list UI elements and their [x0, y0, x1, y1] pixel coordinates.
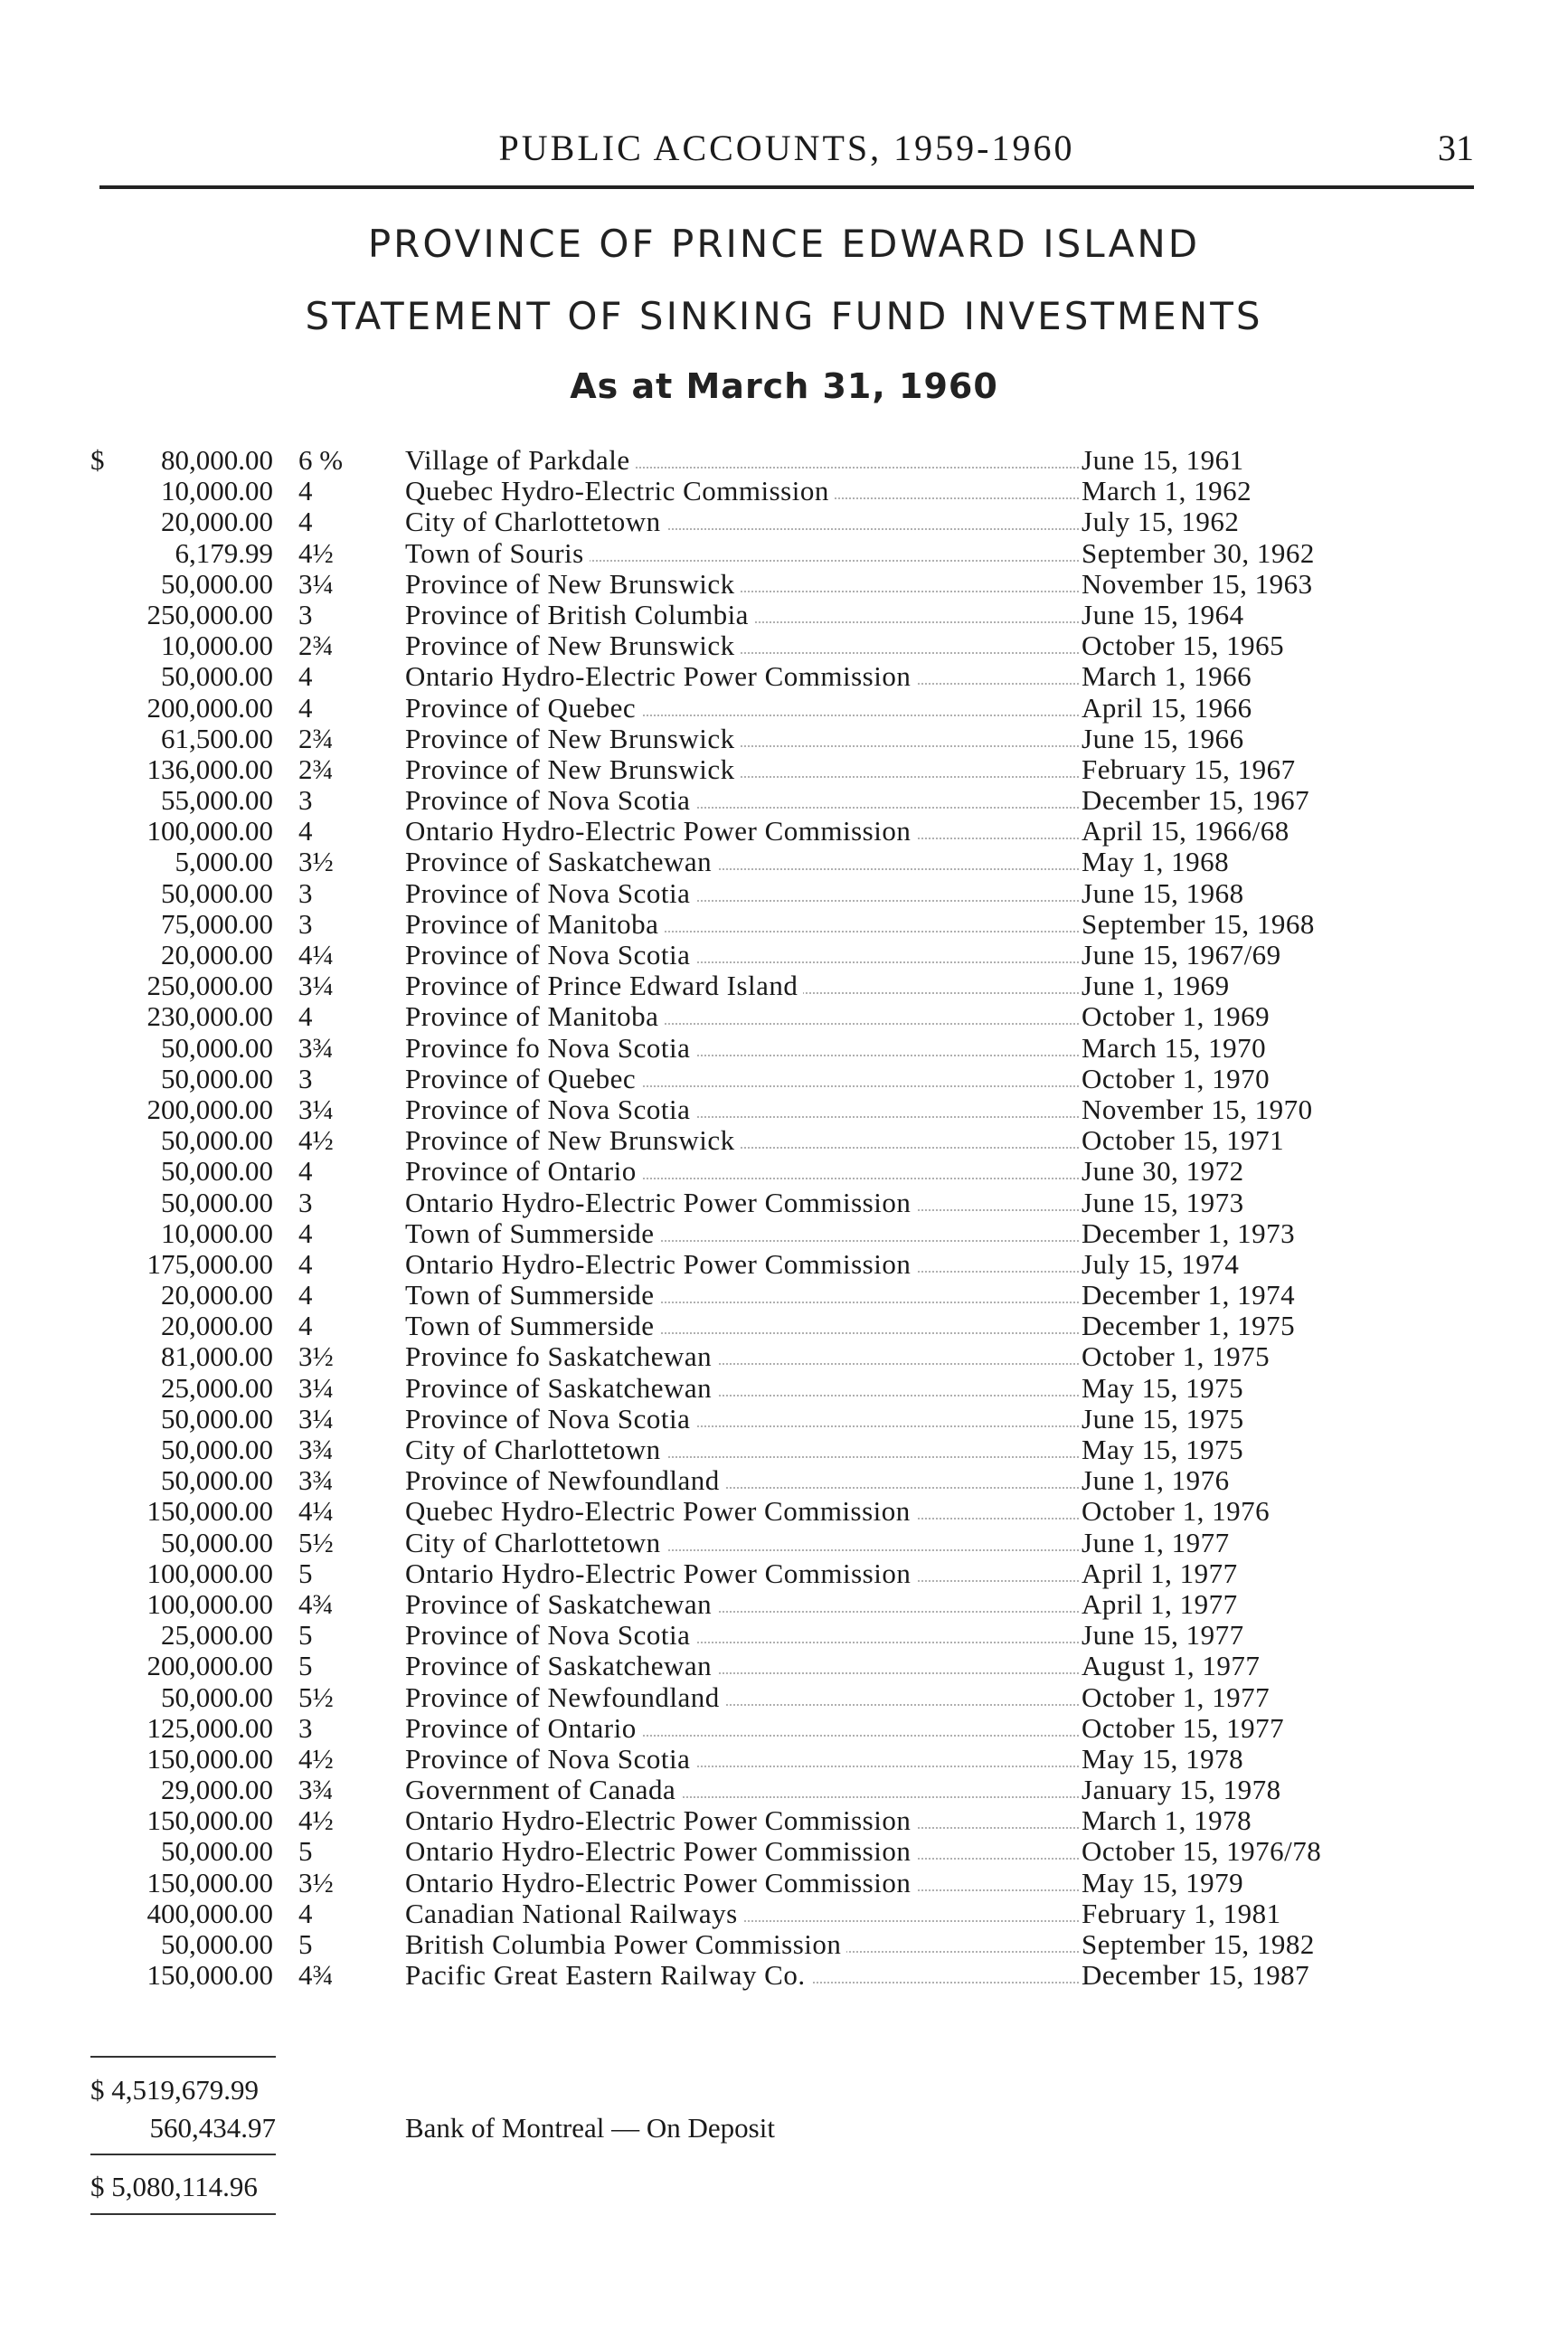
maturity-date: September 30, 1962 [1082, 536, 1315, 569]
maturity-date: June 1, 1969 [1082, 970, 1230, 1002]
interest-rate: 3 [298, 598, 313, 630]
issuer-name: Province of Nova Scotia [405, 1094, 695, 1125]
investment-row [0, 1280, 1568, 1311]
interest-rate: 4 [298, 506, 313, 538]
maturity-date: December 1, 1975 [1082, 1310, 1296, 1342]
interest-rate: 3½ [298, 1340, 334, 1373]
interest-rate: 4 [298, 660, 313, 693]
investment-amount: 250,000.00 [146, 970, 273, 1002]
interest-rate: 3¾ [298, 1774, 334, 1806]
maturity-date: March 15, 1970 [1082, 1031, 1267, 1064]
investment-amount: 80,000.00 [161, 444, 273, 476]
issuer-name: Province of Nova Scotia [405, 878, 695, 909]
issuer-name: Province of Nova Scotia [405, 1744, 695, 1775]
issuer-name: Province of Ontario [405, 1156, 642, 1187]
investment-row [0, 1188, 1568, 1218]
maturity-date: December 15, 1967 [1082, 784, 1310, 817]
investment-amount: 50,000.00 [161, 876, 273, 909]
maturity-date: August 1, 1977 [1082, 1650, 1261, 1682]
interest-rate: 3¾ [298, 1464, 334, 1497]
maturity-date: June 15, 1966 [1082, 722, 1244, 754]
investment-amount: 25,000.00 [161, 1619, 273, 1652]
interest-rate: 4½ [298, 1804, 334, 1837]
interest-rate: 4 [298, 815, 313, 847]
maturity-date: February 1, 1981 [1082, 1897, 1281, 1929]
investment-amount: 150,000.00 [146, 1804, 273, 1837]
interest-rate: 3 [298, 1186, 313, 1218]
maturity-date: December 1, 1974 [1082, 1279, 1296, 1311]
investment-row [0, 1094, 1568, 1125]
maturity-date: October 1, 1976 [1082, 1495, 1270, 1528]
issuer-name: Province fo Nova Scotia [405, 1033, 695, 1064]
interest-rate: 4 [298, 1155, 313, 1188]
investment-amount: 125,000.00 [146, 1711, 273, 1744]
investment-amount: 100,000.00 [146, 1587, 273, 1620]
interest-rate: 3 [298, 907, 313, 940]
interest-rate: 5 [298, 1650, 313, 1682]
investment-row [0, 1249, 1568, 1280]
totals-section [0, 2049, 1568, 2230]
investment-amount: 50,000.00 [161, 1835, 273, 1868]
maturity-date: October 1, 1975 [1082, 1340, 1270, 1373]
issuer-name: Ontario Hydro-Electric Power Commission [405, 1868, 916, 1898]
investment-amount: 50,000.00 [161, 1186, 273, 1218]
maturity-date: June 15, 1973 [1082, 1186, 1244, 1218]
investment-row [0, 1558, 1568, 1589]
maturity-date: June 1, 1976 [1082, 1464, 1230, 1497]
investment-amount: 55,000.00 [161, 784, 273, 817]
investment-row [0, 1311, 1568, 1341]
issuer-name: Province of Prince Edward Island [405, 970, 803, 1001]
interest-rate: 5 [298, 1557, 313, 1589]
issuer-name: Province of Manitoba [405, 1001, 664, 1032]
maturity-date: June 30, 1972 [1082, 1155, 1244, 1188]
investment-row [0, 1960, 1568, 1991]
investment-row [0, 1898, 1568, 1929]
investment-amount: 10,000.00 [161, 475, 273, 507]
issuer-name: Province of Newfoundland [405, 1465, 725, 1496]
maturity-date: June 15, 1977 [1082, 1619, 1244, 1652]
interest-rate: 4½ [298, 536, 334, 569]
investment-amount: 20,000.00 [161, 1279, 273, 1311]
issuer-name: Province of Saskatchewan [405, 847, 717, 877]
investment-amount: 250,000.00 [146, 598, 273, 630]
interest-rate: 4 [298, 1310, 313, 1342]
investment-amount: 10,000.00 [161, 630, 273, 662]
investment-row [0, 754, 1568, 785]
interest-rate: 4 [298, 1247, 313, 1280]
issuer-name: Ontario Hydro-Electric Power Commission [405, 661, 916, 692]
investment-row [0, 1465, 1568, 1496]
investment-amount: 20,000.00 [161, 506, 273, 538]
interest-rate: 5 [298, 1835, 313, 1868]
investment-row [0, 1373, 1568, 1404]
investment-row [0, 1836, 1568, 1867]
interest-rate: 3¾ [298, 1031, 334, 1064]
investment-amount: 50,000.00 [161, 567, 273, 600]
investment-amount: 50,000.00 [161, 1031, 273, 1064]
investment-row [0, 1496, 1568, 1527]
issuer-name: Province of Ontario [405, 1713, 642, 1744]
running-head [99, 127, 1474, 181]
interest-rate: 3 [298, 1711, 313, 1744]
interest-rate: 4½ [298, 1742, 334, 1775]
maturity-date: April 1, 1977 [1082, 1587, 1238, 1620]
investment-row [0, 970, 1568, 1001]
header-rule [99, 185, 1474, 189]
maturity-date: June 15, 1968 [1082, 876, 1244, 909]
investment-amount: 50,000.00 [161, 1526, 273, 1558]
issuer-name: Town of Summerside [405, 1280, 659, 1311]
interest-rate: 3¼ [298, 1402, 334, 1434]
maturity-date: June 15, 1961 [1082, 444, 1244, 476]
maturity-date: April 1, 1977 [1082, 1557, 1238, 1589]
investment-amount: 20,000.00 [161, 939, 273, 970]
maturity-date: September 15, 1982 [1082, 1928, 1315, 1960]
investment-amount: 150,000.00 [146, 1742, 273, 1775]
interest-rate: 3 [298, 784, 313, 817]
issuer-name: Province of British Columbia [405, 600, 754, 630]
investment-amount: 61,500.00 [161, 722, 273, 754]
maturity-date: May 15, 1975 [1082, 1434, 1244, 1465]
investment-amount: 200,000.00 [146, 1650, 273, 1682]
investment-row [0, 1156, 1568, 1187]
issuer-name: Town of Summerside [405, 1218, 659, 1249]
issuer-name: Province of Saskatchewan [405, 1373, 717, 1404]
maturity-date: October 15, 1965 [1082, 630, 1285, 662]
investment-row [0, 1064, 1568, 1094]
maturity-date: January 15, 1978 [1082, 1774, 1281, 1806]
investment-row [0, 1744, 1568, 1775]
investment-amount: 5,000.00 [175, 846, 273, 878]
issuer-name: British Columbia Power Commission [405, 1929, 846, 1960]
maturity-date: July 15, 1974 [1082, 1247, 1240, 1280]
investment-row [0, 1001, 1568, 1032]
issuer-name: Province of Nova Scotia [405, 940, 695, 970]
interest-rate: 2¾ [298, 753, 334, 785]
maturity-date: April 15, 1966 [1082, 691, 1252, 724]
investment-amount: 50,000.00 [161, 660, 273, 693]
investment-row [0, 661, 1568, 692]
interest-rate: 5½ [298, 1680, 334, 1713]
investment-amount: 20,000.00 [161, 1310, 273, 1342]
investment-row [0, 1434, 1568, 1465]
as-at-date: As at March 31, 1960 [570, 366, 998, 406]
grand-total: $ 5,080,114.96 [90, 2171, 258, 2202]
investment-amount: 230,000.00 [146, 1000, 273, 1033]
issuer-name: Ontario Hydro-Electric Power Commission [405, 1188, 916, 1218]
maturity-date: June 1, 1977 [1082, 1526, 1230, 1558]
investment-row [0, 1125, 1568, 1156]
investment-row [0, 1868, 1568, 1898]
maturity-date: June 15, 1964 [1082, 598, 1244, 630]
investment-row [0, 476, 1568, 507]
investment-row [0, 1620, 1568, 1651]
interest-rate: 4 [298, 1217, 313, 1249]
investment-amount: 150,000.00 [146, 1866, 273, 1898]
maturity-date: December 1, 1973 [1082, 1217, 1296, 1249]
issuer-name: Province of Quebec [405, 693, 641, 724]
interest-rate: 6 % [298, 444, 344, 476]
maturity-date: October 15, 1971 [1082, 1124, 1285, 1157]
deposit-label: Bank of Montreal — On Deposit [405, 2112, 775, 2144]
investment-row [0, 1775, 1568, 1805]
investments-table [0, 445, 1568, 1991]
investment-amount: 50,000.00 [161, 1402, 273, 1434]
maturity-date: November 15, 1963 [1082, 567, 1313, 600]
issuer-name: Government of Canada [405, 1775, 681, 1805]
investment-amount: 50,000.00 [161, 1928, 273, 1960]
maturity-date: November 15, 1970 [1082, 1093, 1313, 1125]
issuer-name: Province of Nova Scotia [405, 1404, 695, 1434]
investment-amount: 50,000.00 [161, 1680, 273, 1713]
total-double-rule [90, 2213, 276, 2215]
issuer-name: City of Charlottetown [405, 1528, 666, 1558]
issuer-name: Province of Quebec [405, 1064, 641, 1094]
interest-rate: 3½ [298, 1866, 334, 1898]
investment-row [0, 1651, 1568, 1681]
issuer-name: Ontario Hydro-Electric Power Commission [405, 1249, 916, 1280]
interest-rate: 2¾ [298, 722, 334, 754]
interest-rate: 4 [298, 1279, 313, 1311]
investment-row [0, 1929, 1568, 1960]
issuer-name: Province of New Brunswick [405, 630, 741, 661]
issuer-name: Ontario Hydro-Electric Power Commission [405, 1558, 916, 1589]
investment-row [0, 878, 1568, 909]
investment-row [0, 630, 1568, 661]
issuer-name: Province of Nova Scotia [405, 1620, 695, 1651]
investment-amount: 29,000.00 [161, 1774, 273, 1806]
investment-row [0, 1033, 1568, 1064]
investment-amount: 50,000.00 [161, 1062, 273, 1094]
maturity-date: October 1, 1969 [1082, 1000, 1270, 1033]
issuer-name: Ontario Hydro-Electric Power Commission [405, 1805, 916, 1836]
investment-amount: 200,000.00 [146, 1093, 273, 1125]
maturity-date: June 15, 1975 [1082, 1402, 1244, 1434]
investment-amount: 6,179.99 [175, 536, 273, 569]
issuer-name: Province of Saskatchewan [405, 1651, 717, 1681]
issuer-name: Province of New Brunswick [405, 724, 741, 754]
investment-row [0, 909, 1568, 940]
investment-amount: 10,000.00 [161, 1217, 273, 1249]
investment-row [0, 724, 1568, 754]
maturity-date: October 1, 1977 [1082, 1680, 1270, 1713]
investment-amount: 150,000.00 [146, 1495, 273, 1528]
maturity-date: May 15, 1979 [1082, 1866, 1244, 1898]
investment-row [0, 1218, 1568, 1249]
maturity-date: December 15, 1987 [1082, 1959, 1310, 1992]
investment-amount: 200,000.00 [146, 691, 273, 724]
issuer-name: Ontario Hydro-Electric Power Commission [405, 816, 916, 847]
maturity-date: April 15, 1966/68 [1082, 815, 1289, 847]
maturity-date: July 15, 1962 [1082, 506, 1240, 538]
interest-rate: 3¾ [298, 1434, 334, 1465]
interest-rate: 3¼ [298, 970, 334, 1002]
maturity-date: October 15, 1977 [1082, 1711, 1285, 1744]
issuer-name: Province of Newfoundland [405, 1682, 725, 1713]
issuer-name: Province of New Brunswick [405, 569, 741, 600]
interest-rate: 4 [298, 1000, 313, 1033]
issuer-name: Canadian National Railways [405, 1898, 743, 1929]
investment-row [0, 538, 1568, 569]
interest-rate: 4 [298, 1897, 313, 1929]
investment-row [0, 1341, 1568, 1372]
issuer-name: City of Charlottetown [405, 1434, 666, 1465]
investment-row [0, 507, 1568, 537]
investment-row [0, 816, 1568, 847]
interest-rate: 3¼ [298, 1093, 334, 1125]
investment-amount: 81,000.00 [161, 1340, 273, 1373]
maturity-date: March 1, 1962 [1082, 475, 1252, 507]
investment-amount: 136,000.00 [146, 753, 273, 785]
investment-row [0, 785, 1568, 816]
maturity-date: May 1, 1968 [1082, 846, 1230, 878]
interest-rate: 3 [298, 876, 313, 909]
document-title: PROVINCE OF PRINCE EDWARD ISLAND [367, 222, 1201, 266]
issuer-name: Village of Parkdale [405, 445, 636, 476]
issuer-name: Province of New Brunswick [405, 754, 741, 785]
investment-row [0, 1713, 1568, 1744]
issuer-name: Province of Saskatchewan [405, 1589, 717, 1620]
interest-rate: 3 [298, 1062, 313, 1094]
interest-rate: 4¼ [298, 1495, 334, 1528]
interest-rate: 3½ [298, 846, 334, 878]
page-number: 31 [1438, 128, 1474, 168]
issuer-name: Province fo Saskatchewan [405, 1341, 717, 1372]
issuer-name: Province of Manitoba [405, 909, 664, 940]
interest-rate: 4 [298, 475, 313, 507]
issuer-name: City of Charlottetown [405, 507, 666, 537]
investment-row [0, 1528, 1568, 1558]
maturity-date: March 1, 1978 [1082, 1804, 1252, 1837]
interest-rate: 5½ [298, 1526, 334, 1558]
investment-row [0, 600, 1568, 630]
total-rule [90, 2154, 276, 2155]
investment-row [0, 693, 1568, 724]
interest-rate: 4¼ [298, 939, 334, 970]
issuer-name: Province of Nova Scotia [405, 785, 695, 816]
interest-rate: 3¼ [298, 567, 334, 600]
interest-rate: 5 [298, 1928, 313, 1960]
interest-rate: 2¾ [298, 630, 334, 662]
subtotal-rule [90, 2056, 276, 2058]
investment-row [0, 1589, 1568, 1620]
investment-amount: 75,000.00 [161, 907, 273, 940]
maturity-date: February 15, 1967 [1082, 753, 1296, 785]
interest-rate: 4¾ [298, 1587, 334, 1620]
deposit-amount: 560,434.97 [149, 2112, 276, 2144]
issuer-name: Town of Summerside [405, 1311, 659, 1341]
maturity-date: October 15, 1976/78 [1082, 1835, 1322, 1868]
issuer-name: Province of New Brunswick [405, 1125, 741, 1156]
issuer-name: Quebec Hydro-Electric Commission [405, 476, 835, 507]
investment-amount: 400,000.00 [146, 1897, 273, 1929]
investment-amount: 100,000.00 [146, 815, 273, 847]
investment-amount: 150,000.00 [146, 1959, 273, 1992]
investment-amount: 50,000.00 [161, 1124, 273, 1157]
currency-symbol: $ [90, 444, 105, 476]
interest-rate: 4¾ [298, 1959, 334, 1992]
maturity-date: March 1, 1966 [1082, 660, 1252, 693]
interest-rate: 4½ [298, 1124, 334, 1157]
maturity-date: June 15, 1967/69 [1082, 939, 1281, 970]
document-subtitle: STATEMENT OF SINKING FUND INVESTMENTS [305, 294, 1263, 338]
maturity-date: May 15, 1978 [1082, 1742, 1244, 1775]
investment-amount: 50,000.00 [161, 1434, 273, 1465]
investment-row [0, 569, 1568, 600]
running-title: PUBLIC ACCOUNTS, 1959-1960 [498, 128, 1075, 168]
issuer-name: Town of Souris [405, 538, 590, 569]
investment-row [0, 847, 1568, 877]
subtotal-amount: $ 4,519,679.99 [90, 2074, 259, 2106]
investment-row [0, 445, 1568, 476]
issuer-name: Ontario Hydro-Electric Power Commission [405, 1836, 916, 1867]
interest-rate: 3¼ [298, 1371, 334, 1404]
investment-row [0, 1682, 1568, 1713]
investment-amount: 175,000.00 [146, 1247, 273, 1280]
interest-rate: 5 [298, 1619, 313, 1652]
investment-row [0, 940, 1568, 970]
maturity-date: October 1, 1970 [1082, 1062, 1270, 1094]
issuer-name: Pacific Great Eastern Railway Co. [405, 1960, 811, 1991]
investment-amount: 100,000.00 [146, 1557, 273, 1589]
interest-rate: 4 [298, 691, 313, 724]
investment-amount: 25,000.00 [161, 1371, 273, 1404]
investment-amount: 50,000.00 [161, 1155, 273, 1188]
maturity-date: May 15, 1975 [1082, 1371, 1244, 1404]
maturity-date: September 15, 1968 [1082, 907, 1315, 940]
investment-row [0, 1805, 1568, 1836]
investment-amount: 50,000.00 [161, 1464, 273, 1497]
investment-row [0, 1404, 1568, 1434]
issuer-name: Quebec Hydro-Electric Power Commission [405, 1496, 916, 1527]
